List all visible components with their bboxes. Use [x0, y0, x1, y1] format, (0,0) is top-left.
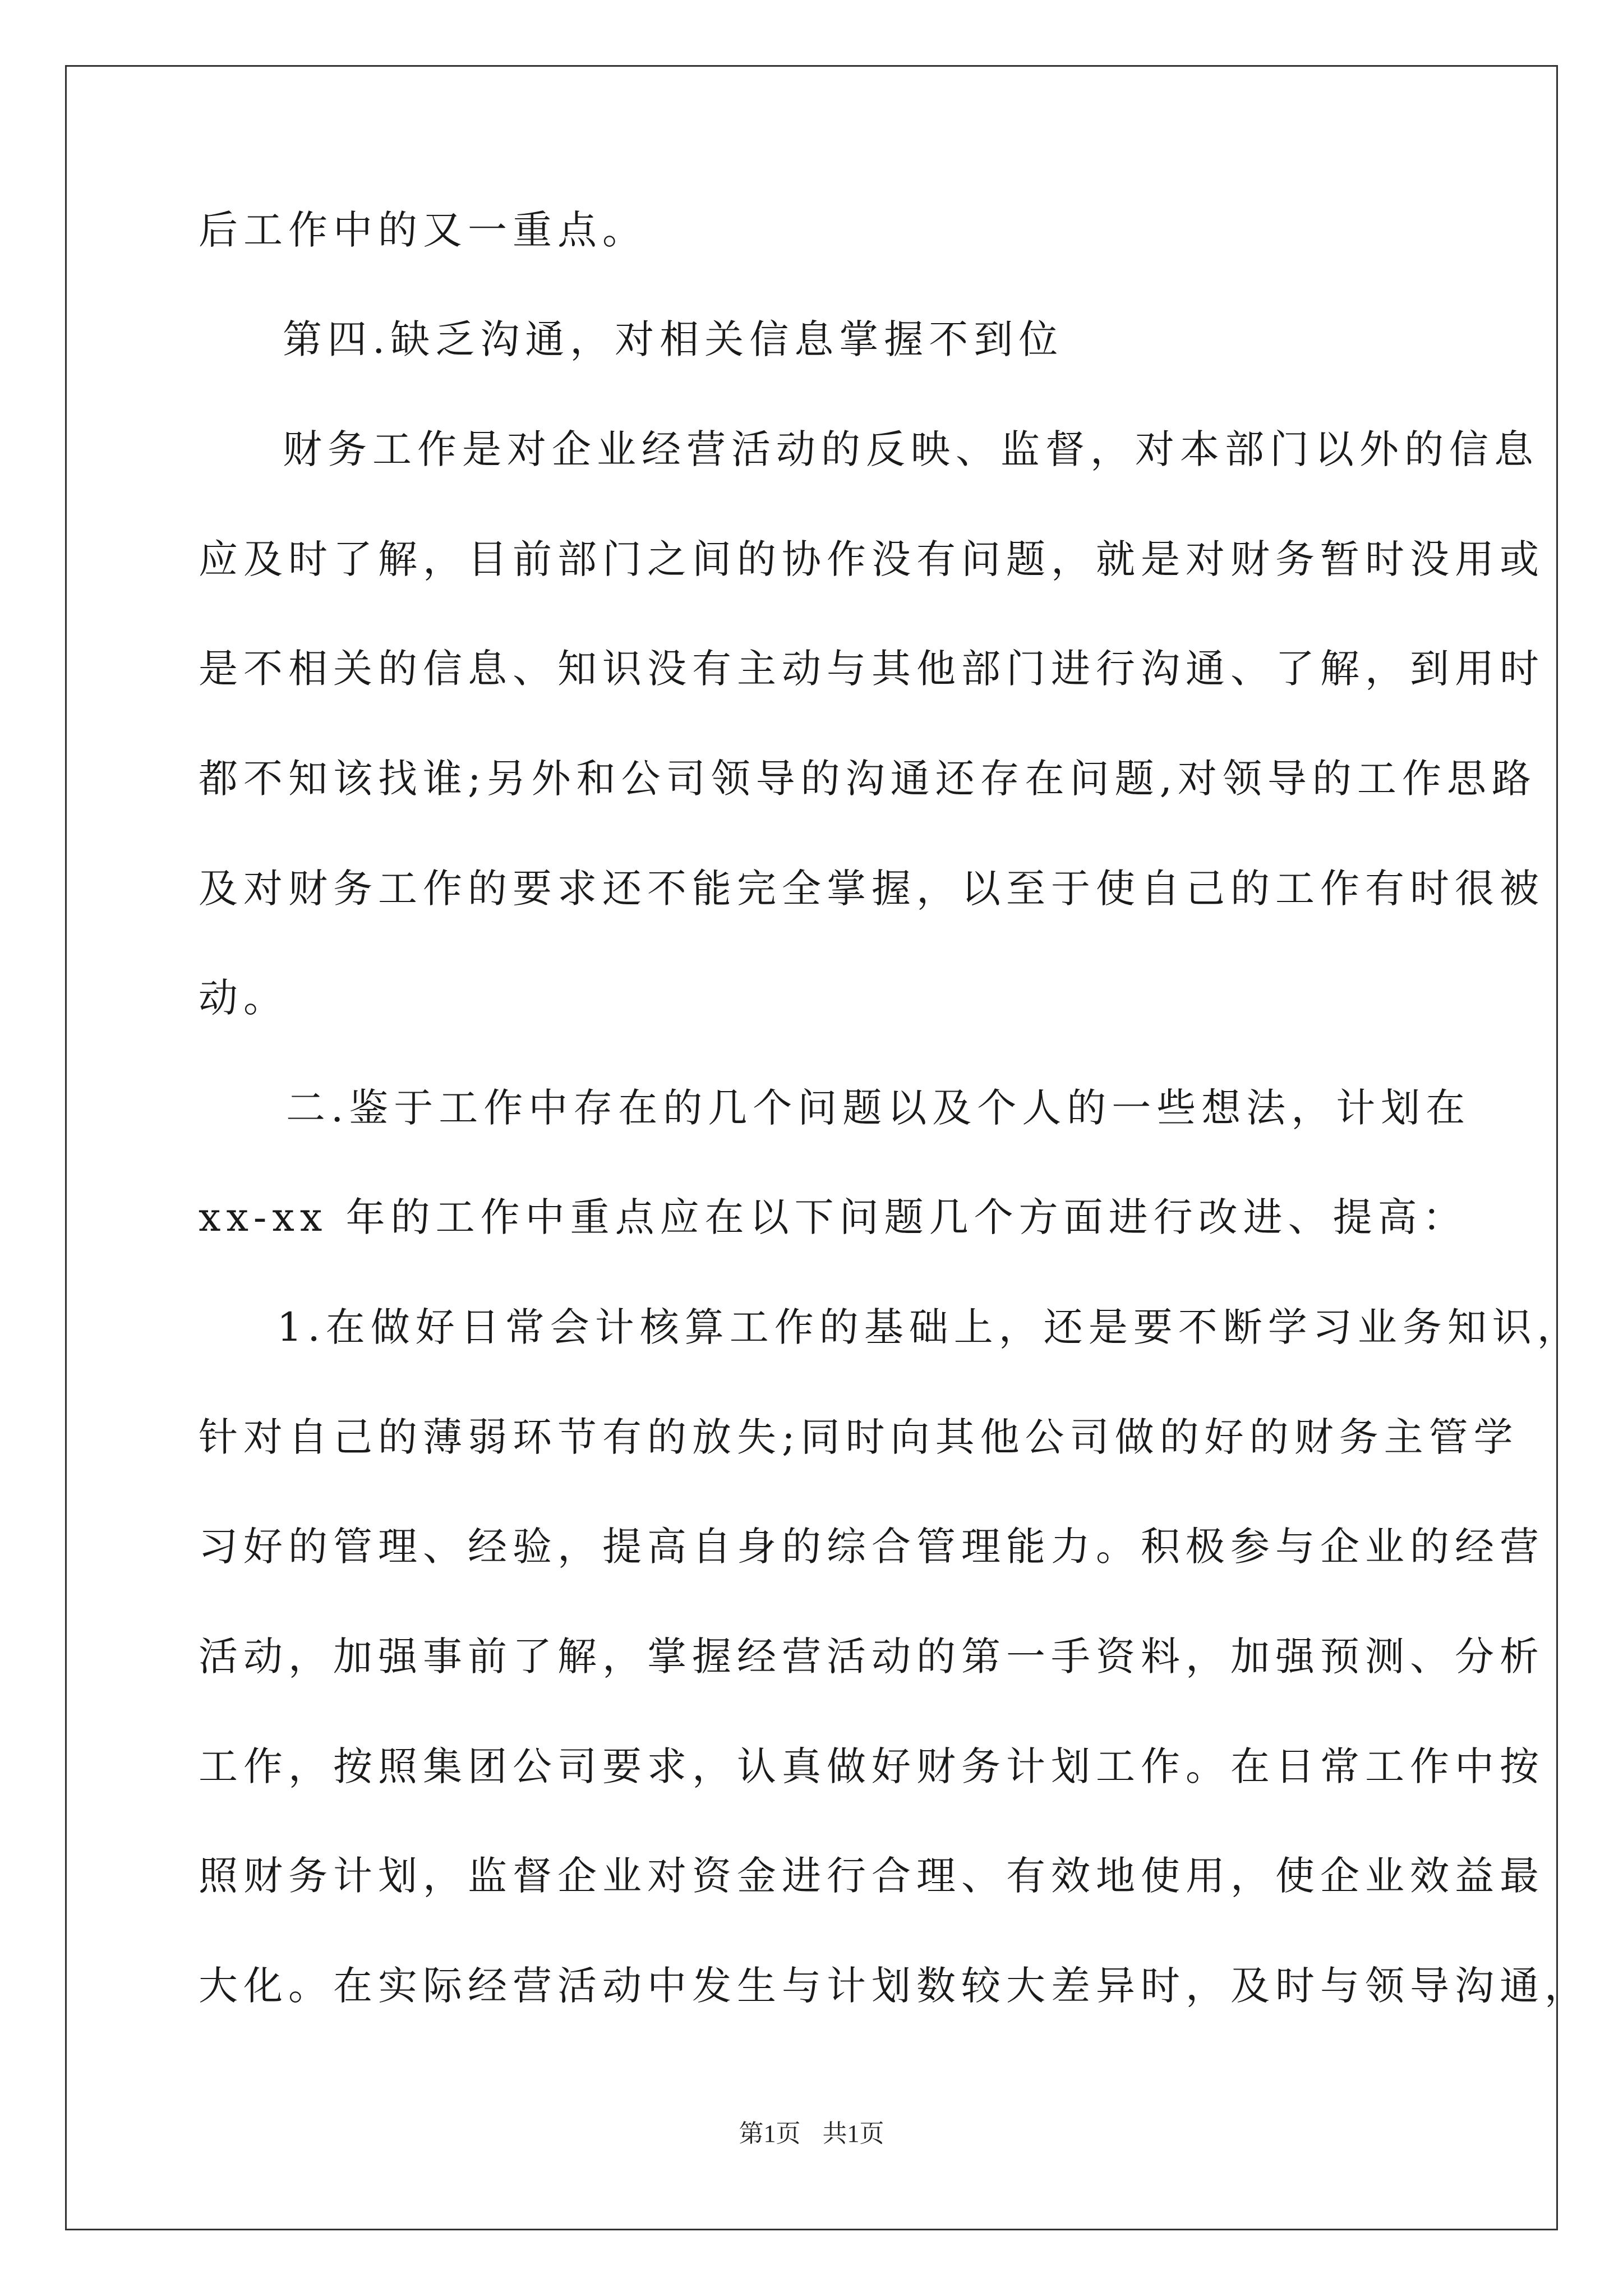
text-line: xx-xx 年的工作中重点应在以下问题几个方面进行改进、提高： — [199, 1194, 1468, 1240]
list-item: 1.在做好日常会计核算工作的基础上，还是要不断学习业务知识， — [277, 1304, 1582, 1350]
text-line: 财务工作是对企业经营活动的反映、监督，对本部门以外的信息 — [283, 426, 1539, 472]
text-line: 大化。在实际经营活动中发生与计划数较大差异时，及时与领导沟通， — [199, 1963, 1589, 2009]
text-line: 后工作中的又一重点。 — [199, 207, 647, 253]
text-line: 动。 — [199, 975, 288, 1021]
text-line: 应及时了解，目前部门之间的协作没有问题，就是对财务暂时没用或 — [199, 536, 1544, 582]
section-heading: 二.鉴于工作中存在的几个问题以及个人的一些想法，计划在 — [286, 1085, 1471, 1131]
page-border — [65, 65, 1558, 2230]
text-line: 针对自己的薄弱环节有的放失;同时向其他公司做的好的财务主管学 — [199, 1414, 1519, 1460]
text-line: 是不相关的信息、知识没有主动与其他部门进行沟通、了解，到用时 — [199, 646, 1544, 692]
page-footer — [0, 2117, 1623, 2151]
section-heading: 第四.缺乏沟通，对相关信息掌握不到位 — [283, 316, 1064, 362]
text-line: 照财务计划，监督企业对资金进行合理、有效地使用，使企业效益最 — [199, 1853, 1544, 1899]
text-line: 工作，按照集团公司要求，认真做好财务计划工作。在日常工作中按 — [199, 1743, 1544, 1789]
page-number: 第1页 — [739, 2120, 801, 2147]
text-line: 活动，加强事前了解，掌握经营活动的第一手资料，加强预测、分析 — [199, 1634, 1544, 1680]
text-line: 及对财务工作的要求还不能完全掌握，以至于使自己的工作有时很被 — [199, 866, 1544, 912]
text-line: 习好的管理、经验，提高自身的综合管理能力。积极参与企业的经营 — [199, 1524, 1544, 1570]
text-line: 都不知该找谁;另外和公司领导的沟通还存在问题,对领导的工作思路 — [199, 756, 1537, 802]
page-total: 共1页 — [822, 2120, 884, 2147]
